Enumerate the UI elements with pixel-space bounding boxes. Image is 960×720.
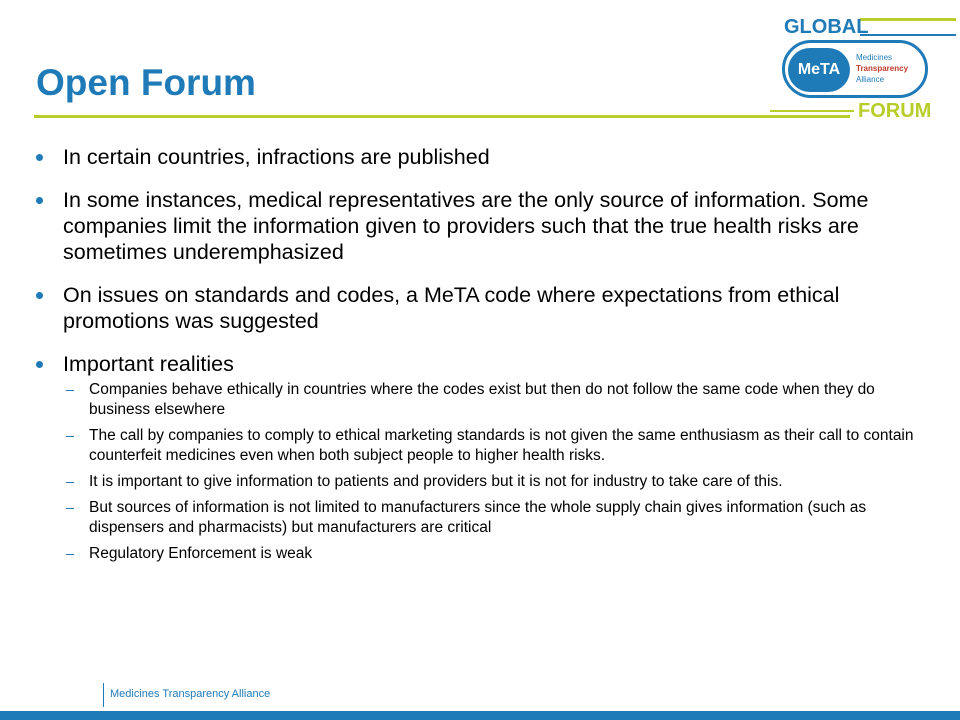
logo-line-medicines: Medicines [856, 53, 893, 62]
logo-line-alliance: Alliance [856, 75, 885, 84]
bullet-text: In some instances, medical representatives are the only source of information. Some companies limit the information given to providers such that the true health risks are sometimes underemphasized [63, 188, 869, 264]
dash-icon [66, 554, 74, 555]
footer-text: Medicines Transparency Alliance [110, 688, 271, 700]
slide-title: Open Forum [36, 62, 256, 103]
sub-bullet-item [63, 426, 916, 466]
meta-global-forum-logo [770, 10, 950, 122]
sub-bullet-text: It is important to give information to patients and providers but it is not for industry to take care of this. [89, 473, 783, 490]
sub-bullet-item [63, 380, 916, 420]
dash-icon [66, 436, 74, 437]
bullet-item [36, 144, 916, 170]
bullet-dot-icon [36, 361, 43, 368]
bullet-dot-icon [36, 154, 43, 161]
slide-body [36, 144, 916, 570]
logo-rule-top [860, 18, 956, 21]
dash-icon [66, 390, 74, 391]
sub-bullet-text: Regulatory Enforcement is weak [89, 545, 313, 562]
bullet-text: Important realities [63, 352, 234, 376]
bullet-text: On issues on standards and codes, a MeTA code where expectations from ethical promotions was suggested [63, 283, 840, 333]
bullet-text: In certain countries, infractions are published [63, 145, 490, 169]
sub-bullet-text: Companies behave ethically in countries where the codes exist but then do not follow the same code when they do business elsewhere [89, 381, 875, 418]
logo-forum-text: FORUM [858, 100, 932, 122]
bullet-item [36, 282, 916, 334]
logo-global-text: GLOBAL [784, 16, 869, 38]
logo-rule-bottom [770, 110, 854, 112]
bullet-item [36, 187, 916, 265]
bullet-dot-icon [36, 292, 43, 299]
bullet-dot-icon [36, 197, 43, 204]
footer-bar [0, 711, 960, 720]
sub-bullet-text: But sources of information is not limited to manufacturers since the whole supply chain gives information (such as dispensers and pharmacists) but manufacturers are critical [89, 499, 867, 536]
sub-bullet-text: The call by companies to comply to ethical marketing standards is not given the same enthusiasm as their call to contain counterfeit medicines even when both subject people to higher health risks. [89, 427, 914, 464]
sub-bullet-item [63, 544, 916, 564]
title-underline [34, 115, 850, 118]
logo-line-transparency: Transparency [856, 64, 909, 73]
sub-bullet-list [63, 380, 916, 564]
logo-rule-top-blue [860, 34, 956, 36]
dash-icon [66, 482, 74, 483]
dash-icon [66, 508, 74, 509]
bullet-item [36, 351, 916, 377]
sub-bullet-item [63, 472, 916, 492]
sub-bullet-item [63, 498, 916, 538]
footer-divider [103, 683, 104, 707]
logo-meta-badge: MeTA [788, 48, 850, 92]
